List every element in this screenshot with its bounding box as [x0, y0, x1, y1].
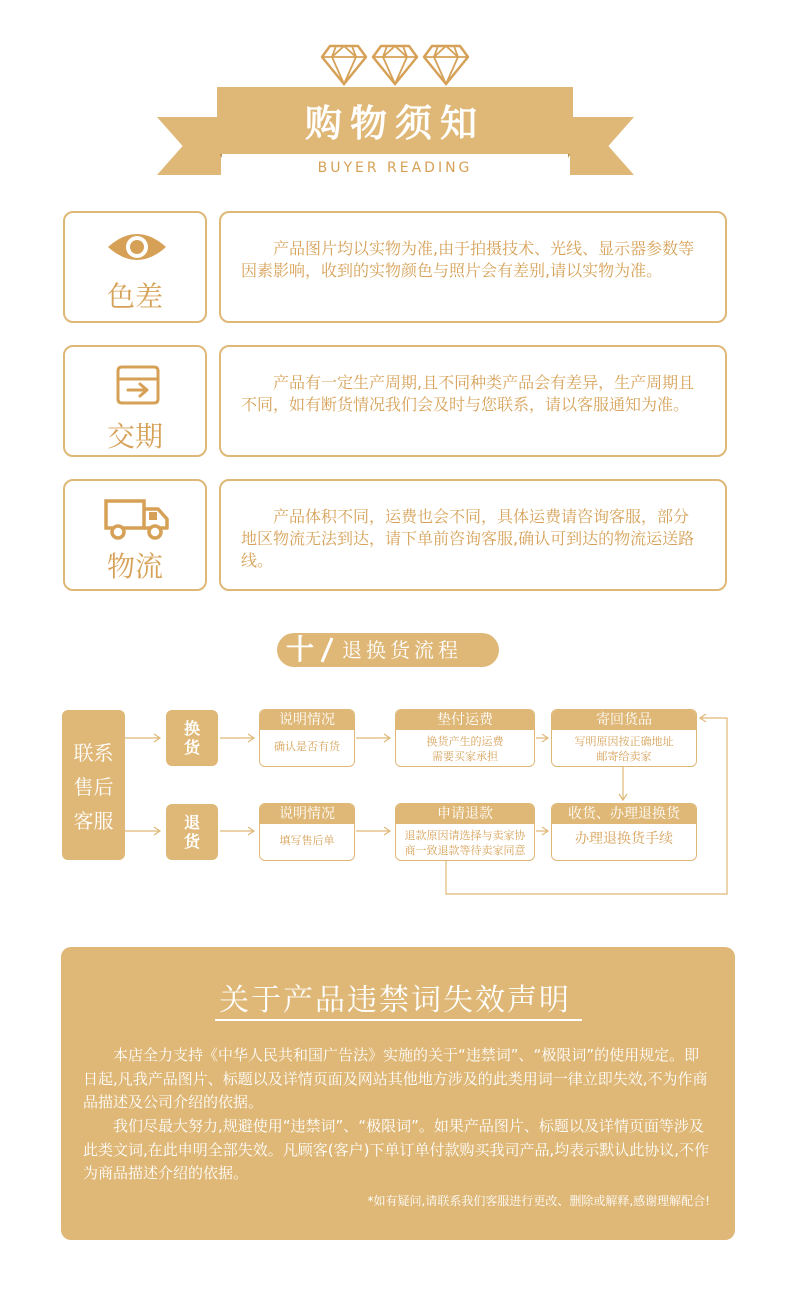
- exchange-label: 换 货: [166, 710, 218, 766]
- process-title: 退换货流程: [342, 638, 462, 662]
- return-step-explain: 说明情况 填写售后单: [259, 803, 355, 861]
- exchange-step-send-back: 寄回货品 写明原因按正确地址 邮寄给卖家: [551, 709, 697, 767]
- disclaimer-paragraph: 本店全力支持《中华人民共和国广告法》实施的关于“违禁词”、“极限词”的使用规定。即日起,凡我产品图片、标题以及详情页面及网站其他地方涉及的此类用词一律立即失效,不为作商品描述及公司介绍的依据。: [83, 1046, 708, 1111]
- card-text: 产品有一定生产周期,且不同种类产品会有差异，生产周期且不同，如有断货情况我们会及时与您联系，请以客服通知为准。: [241, 373, 695, 414]
- disclaimer-note: *如有疑问,请联系我们客服进行更改、删除或解释,感谢理解配合!: [367, 1194, 710, 1208]
- diamond-icon: [371, 44, 419, 86]
- disclaimer-paragraph: 我们尽最大努力,规避使用“违禁词”、“极限词”。如果产品图片、标题以及详情页面等涉及此类文词,在此申明全部失效。凡顾客(客户)下单订单付款购买我司产品,均表示默认此协议,不作为商品描述介绍的依据。: [83, 1117, 710, 1182]
- card-delivery-text-box: [219, 345, 727, 457]
- slash-divider: [316, 633, 338, 667]
- card-logistics-icon-box: [63, 479, 207, 591]
- service-line: 联系: [73, 741, 114, 765]
- exchange-step-freight: 垫付运费 换货产生的运费 需要买家承担: [395, 709, 535, 767]
- page-title: 购物须知: [305, 102, 485, 145]
- service-line: 客服: [73, 809, 114, 833]
- card-text: 产品体积不同，运费也会不同，具体运费请咨询客服，部分地区物流无法到达，请下单前咨询客服,确认可到达的物流运送路线。: [241, 507, 695, 570]
- card-text: 产品图片均以实物为准,由于拍摄技术、光线、显示器参数等因素影响，收到的实物颜色与照片会有差别,请以实物为准。: [241, 239, 695, 280]
- truck-icon: [104, 497, 170, 541]
- diamond-icon: [422, 44, 470, 86]
- card-color-icon-box: [63, 211, 207, 323]
- ribbon-tail-left: [157, 117, 221, 175]
- service-line: 售后: [73, 775, 114, 799]
- card-logistics-text-box: [219, 479, 727, 591]
- ribbon-tail-right: [570, 117, 634, 175]
- calendar-arrow-icon: [116, 365, 160, 405]
- page-subtitle: BUYER READING: [317, 160, 473, 176]
- disclaimer-underline: [215, 1019, 582, 1021]
- card-label: 物流: [106, 550, 163, 583]
- diamond-icon: [320, 44, 368, 86]
- contact-service-box: [62, 710, 125, 860]
- card-delivery-icon-box: [63, 345, 207, 457]
- return-label: 退 货: [166, 804, 218, 860]
- eye-icon: [106, 229, 168, 265]
- disclaimer-title: 关于产品违禁词失效声明: [219, 983, 571, 1018]
- card-color-text-box: [219, 211, 727, 323]
- card-label: 色差: [106, 280, 163, 313]
- card-label: 交期: [106, 420, 163, 453]
- return-step-receive: 收货、办理退换货 办理退换货手续: [551, 803, 697, 861]
- process-plus: 十: [286, 633, 315, 666]
- exchange-step-explain: 说明情况 确认是否有货: [259, 709, 355, 767]
- return-step-refund: 申请退款 退款原因请选择与卖家协 商一致退款等待卖家同意: [395, 803, 535, 861]
